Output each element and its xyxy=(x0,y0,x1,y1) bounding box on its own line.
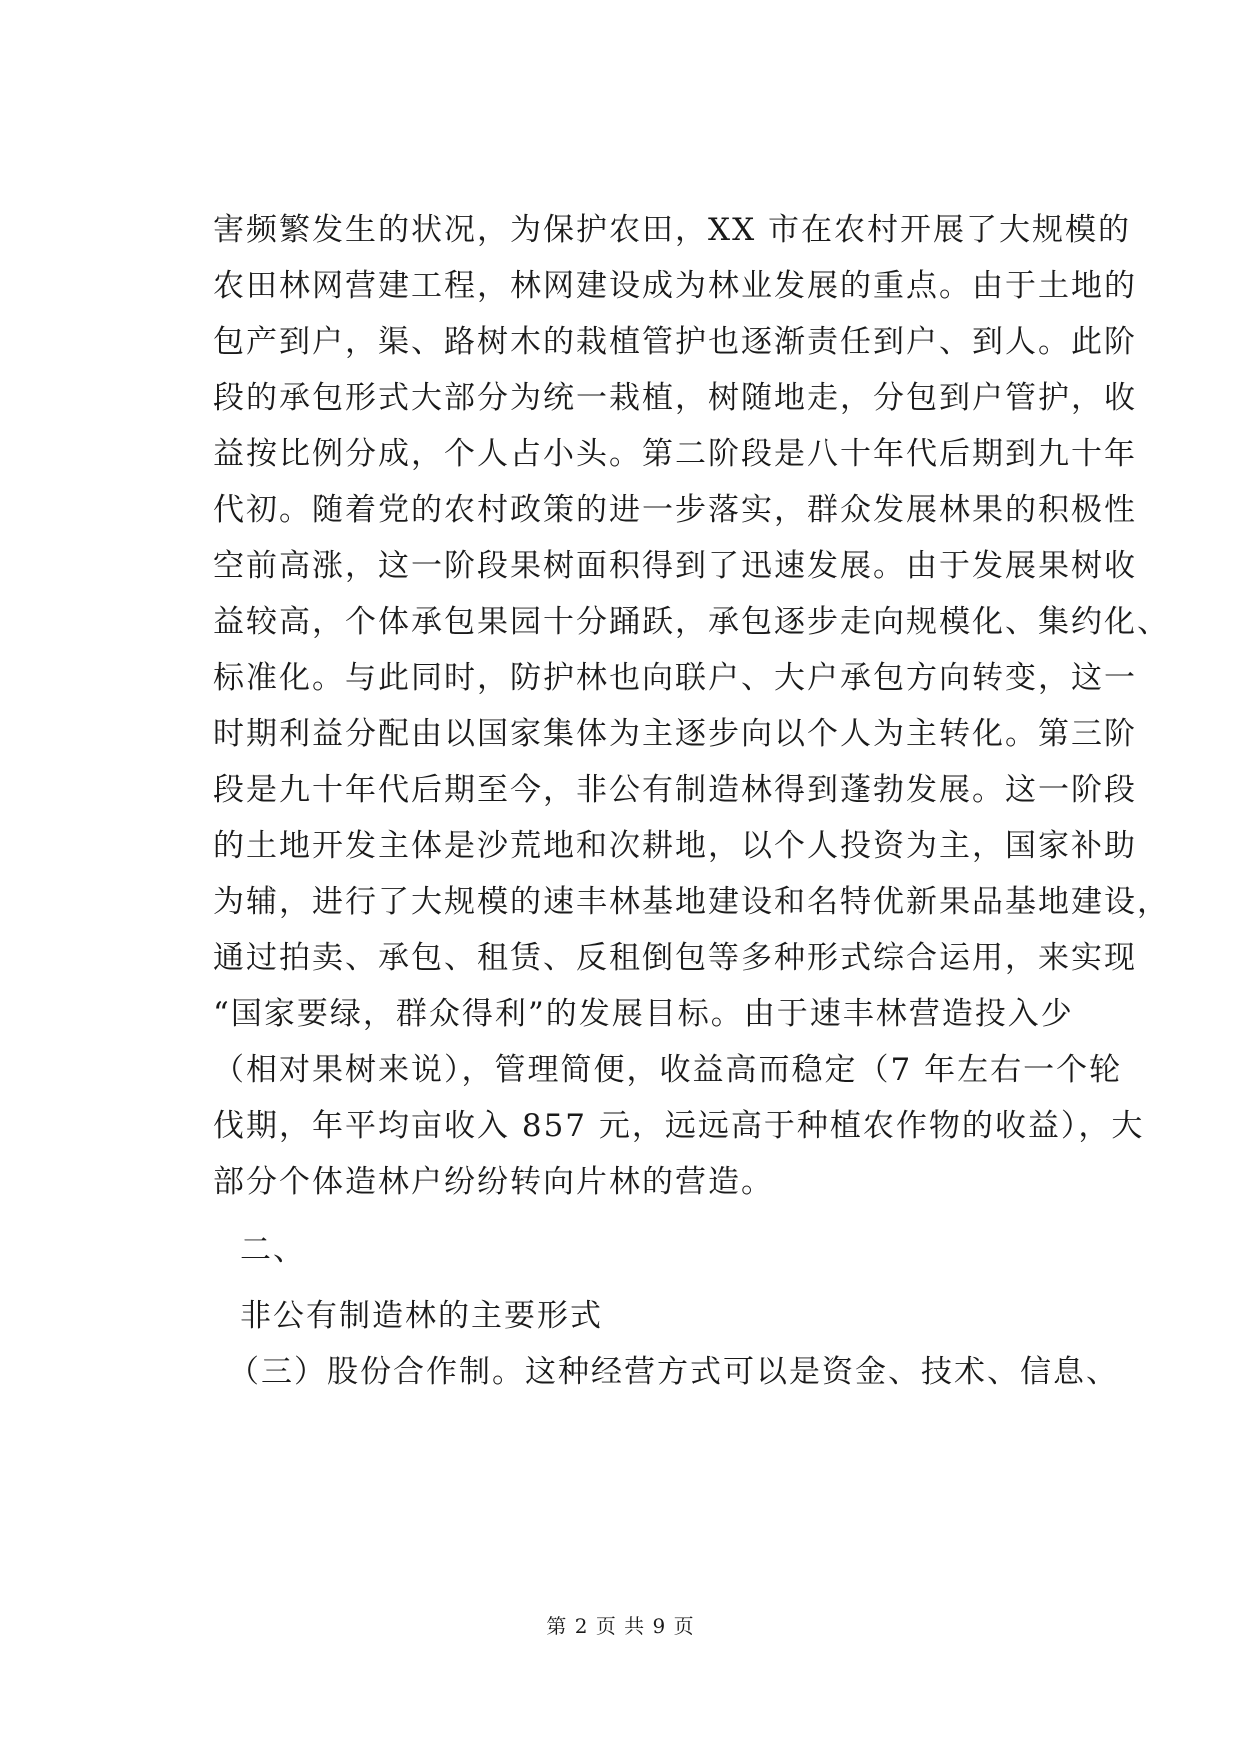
body-text-line: 包产到户，渠、路树木的栽植管护也逐渐责任到户、到人。此阶 xyxy=(213,324,1137,360)
body-text-line: 通过拍卖、承包、租赁、反租倒包等多种形式综合运用，来实现 xyxy=(213,940,1137,976)
body-text-line: 段的承包形式大部分为统一栽植，树随地走，分包到户管护，收 xyxy=(213,380,1137,416)
subsection-line: （三）股份合作制。这种经营方式可以是资金、技术、信息、 xyxy=(228,1354,1119,1390)
body-text-line: “国家要绿，群众得利”的发展目标。由于速丰林营造投入少 xyxy=(213,996,1074,1032)
body-text-line: 空前高涨，这一阶段果树面积得到了迅速发展。由于发展果树收 xyxy=(213,548,1137,584)
body-text-line: 时期利益分配由以国家集体为主逐步向以个人为主转化。第三阶 xyxy=(213,716,1137,752)
section-number: 二、 xyxy=(240,1232,306,1268)
body-text-line: 伐期，年平均亩收入 857 元，远远高于种植农作物的收益），大 xyxy=(213,1108,1145,1144)
body-text-line: 段是九十年代后期至今，非公有制造林得到蓬勃发展。这一阶段 xyxy=(213,772,1137,808)
body-text-line: 的土地开发主体是沙荒地和次耕地，以个人投资为主，国家补助 xyxy=(213,828,1137,864)
body-text-line: 部分个体造林户纷纷转向片林的营造。 xyxy=(213,1164,774,1200)
section-heading: 非公有制造林的主要形式 xyxy=(240,1298,603,1334)
body-text-line: 益较高，个体承包果园十分踊跃，承包逐步走向规模化、集约化、 xyxy=(213,604,1170,640)
body-text-line: 为辅，进行了大规模的速丰林基地建设和名特优新果品基地建设， xyxy=(213,884,1170,920)
page-footer: 第 2 页 共 9 页 xyxy=(546,1614,695,1638)
body-text-line: 益按比例分成，个人占小头。第二阶段是八十年代后期到九十年 xyxy=(213,436,1137,472)
body-text-line: 标准化。与此同时，防护林也向联户、大户承包方向转变，这一 xyxy=(213,660,1137,696)
body-text-line: 害频繁发生的状况，为保护农田，XX 市在农村开展了大规模的 xyxy=(213,212,1131,248)
body-text-line: 代初。随着党的农村政策的进一步落实，群众发展林果的积极性 xyxy=(213,492,1137,528)
body-text-line: （相对果树来说），管理简便，收益高而稳定（7 年左右一个轮 xyxy=(213,1052,1123,1088)
body-text-line: 农田林网营建工程，林网建设成为林业发展的重点。由于土地的 xyxy=(213,268,1137,304)
